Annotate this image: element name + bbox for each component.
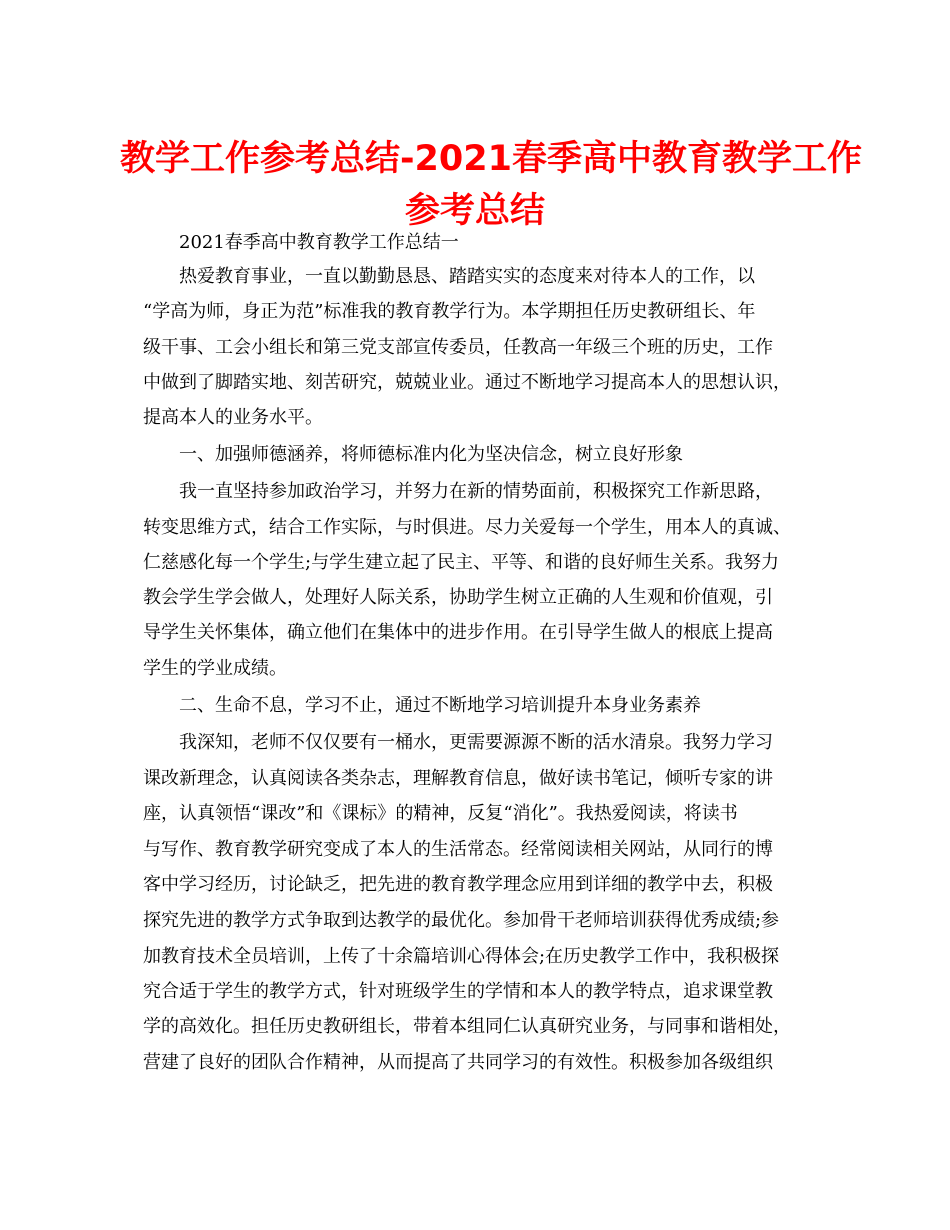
section-heading-1: 一、加强师德涵养，将师德标准内化为坚决信念，树立良好形象 <box>179 444 683 465</box>
section-heading-2: 二、生命不息，学习不止，通过不断地学习培训提升本身业务素养 <box>179 695 701 716</box>
paragraph-line: 探究先进的教学方式争取到达教学的最优化。参加骨干老师培训获得优秀成绩;参 <box>143 910 780 931</box>
paragraph-line: 学生的学业成绩。 <box>143 658 287 679</box>
paragraph-line: 我一直坚持参加政治学习，并努力在新的情势面前，积极探究工作新思路， <box>179 481 773 502</box>
paragraph-line: 仁慈感化每一个学生;与学生建立起了民主、平等、和谐的良好师生关系。我努力 <box>143 552 780 573</box>
paragraph-line: 课改新理念，认真阅读各类杂志，理解教育信息，做好读书笔记，倾听专家的讲 <box>143 768 773 789</box>
document-title-line-2: 参考总结 <box>404 191 545 231</box>
paragraph-line: 教会学生学会做人，处理好人际关系，协助学生树立正确的人生观和价值观，引 <box>143 587 773 608</box>
document-title-line-1: 教学工作参考总结-2021春季高中教育教学工作 <box>120 139 862 179</box>
paragraph-line: 座，认真领悟“课改”和《课标》的精神，反复“消化”。我热爱阅读，将读书 <box>143 803 738 824</box>
paragraph-line: “学高为师，身正为范”标准我的教育教学行为。本学期担任历史教研组长、年 <box>143 301 756 322</box>
paragraph-line: 我深知，老师不仅仅要有一桶水，更需要源源不断的活水清泉。我努力学习 <box>179 732 773 753</box>
paragraph-line: 究合适于学生的教学方式，针对班级学生的学情和本人的教学特点，追求课堂教 <box>143 981 773 1002</box>
paragraph-line: 学的高效化。担任历史教研组长，带着本组同仁认真研究业务，与同事和谐相处， <box>143 1016 791 1037</box>
paragraph-line: 营建了良好的团队合作精神，从而提高了共同学习的有效性。积极参加各级组织 <box>143 1052 773 1073</box>
paragraph-line: 级干事、工会小组长和第三党支部宣传委员，任教高一年级三个班的历史，工作 <box>143 337 773 358</box>
paragraph-line: 中做到了脚踏实地、刻苦研究，兢兢业业。通过不断地学习提高本人的思想认识， <box>143 372 791 393</box>
paragraph-line: 转变思维方式，结合工作实际，与时俱进。尽力关爱每一个学生，用本人的真诚、 <box>143 517 791 538</box>
section-heading-summary-one: 2021春季高中教育教学工作总结一 <box>179 232 459 253</box>
paragraph-line: 导学生关怀集体，确立他们在集体中的进步作用。在引导学生做人的根底上提高 <box>143 622 773 643</box>
paragraph-line: 与写作、教育教学研究变成了本人的生活常态。经常阅读相关网站，从同行的博 <box>143 839 773 860</box>
paragraph-line: 提高本人的业务水平。 <box>143 407 323 428</box>
paragraph-line: 热爱教育事业，一直以勤勤恳恳、踏踏实实的态度来对待本人的工作，以 <box>179 266 755 287</box>
paragraph-line: 加教育技术全员培训，上传了十余篇培训心得体会;在历史教学工作中，我积极探 <box>143 946 780 967</box>
paragraph-line: 客中学习经历，讨论缺乏，把先进的教育教学理念应用到详细的教学中去，积极 <box>143 874 773 895</box>
